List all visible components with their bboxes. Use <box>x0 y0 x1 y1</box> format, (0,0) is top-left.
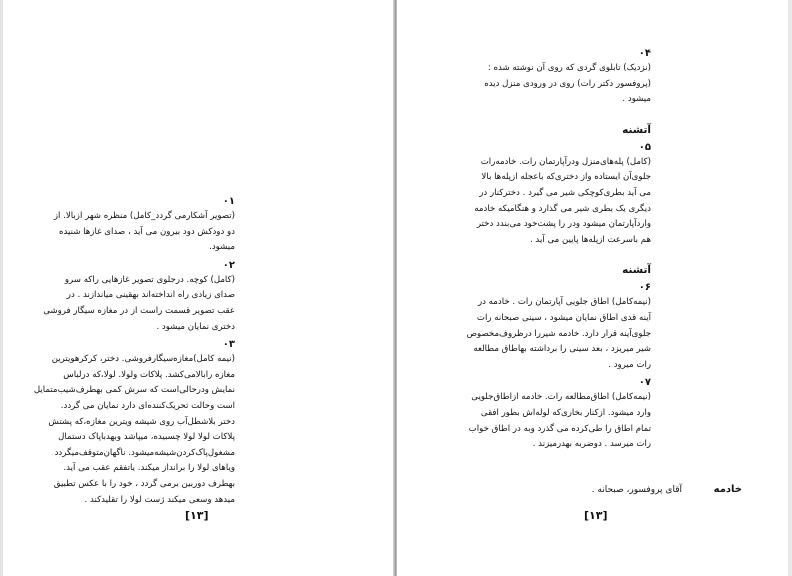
scene-text-line: نمایش ودرحالی‌است که سرش کمی بهطرف‌شیب‌متمایل <box>33 385 235 396</box>
scene-text-line: مشغول‌پاک‌کردن‌شیشه‌میشود. ناگهان‌متوقف‌میگردد <box>54 447 235 458</box>
scene-text-line: است وحالت تحریک‌کننده‌ای دارد نمایان می گردد. <box>60 400 235 411</box>
scene-text-line: بهطرف دوربین برمی گردد ، خود را با عکس تطبیق <box>53 478 235 489</box>
scene-text-line: (نیمه‌کامل) اطاق‌مطالعه رات. خادمه ازاطاق‌جلویی <box>471 392 651 403</box>
scene-text-line: (نزدیک) تابلوی گردی که روی آن نوشته شده : <box>487 63 651 73</box>
scene-text-line: رات میرسد . دوضربه بهدرمیزند . <box>532 439 651 450</box>
dialogue-line: آقای پروفسور، صبحانه . <box>591 485 682 495</box>
scene-number: ۰۷ <box>638 377 651 389</box>
left-page-number: [۱۳] <box>185 509 209 522</box>
scene-text-line: (پروفسور دکتر رات) روی در ورودی منزل دیده <box>484 78 651 89</box>
scene-text-line: (کامل) کوچه. درجلوی تصویر غازهایی راکه سرو <box>64 274 235 285</box>
scene-heading: آتشنه <box>622 264 651 277</box>
scene-text-line: جلوی‌آینه قرار دارد. خادمه شیررا درظروف‌مخصوص <box>466 328 651 339</box>
scene-text-line: صدای زیادی راه انداخته‌اند بهقینی میاندازند . در <box>66 290 235 301</box>
page-edge <box>0 0 3 576</box>
scene-text-line: (نیمه‌کامل) اطاق جلویی آپارتمان رات . خادمه در <box>477 297 651 308</box>
scene-text-line: میشود . <box>622 94 651 105</box>
scene-number: ۰۴ <box>638 48 651 59</box>
scene-text-line: عقب تصویر قسمت راست از در مغازه سیگار فروشی <box>43 305 235 316</box>
scene-text-line: (تصویر آشکارمی گردد_کامل) منظره شهر ازبالا. از <box>53 211 235 221</box>
page-edge <box>788 0 792 576</box>
scene-number: ۰۲ <box>222 259 235 271</box>
scene-text-line: دیگری یک بطری شیر می گذارد و هنگامیکه خادمه <box>474 203 651 214</box>
scene-heading: آتشنه <box>622 123 651 136</box>
scene-text-line: جلوی‌آن ایستاده واز دختری‌که باعجله ازپله‌ها بالا <box>481 172 651 183</box>
scene-text-line: دختر بلاشطل‌آب روی شیشه ویترین مغازه،که پشتش <box>48 416 235 427</box>
scene-text-line: (کامل) پله‌های‌منزل ودرآپارتمان رات. خادمه‌رات <box>480 156 651 167</box>
right-page <box>397 0 792 576</box>
left-page-text <box>33 192 235 508</box>
scene-text-line: هم باسرعت ازپله‌ها پایین می آید . <box>529 234 651 245</box>
scene-text-line: دو دودکش دود بیرون می آید ، صدای غازها شنیده <box>59 226 235 237</box>
scene-text-line: می آید بطری‌کوچکی شیر می گیرد . دخترکنار در <box>479 187 651 198</box>
right-page-number: [۱۳] <box>584 509 608 522</box>
scene-text-line: پلاکات لولا لولا چسبیده، میپاشد وبهدباپاک دستمال <box>58 432 235 443</box>
left-page <box>0 0 395 576</box>
scene-text-line: شیر میریزد ، بعد سینی را برداشته بهاطاق مطالعه <box>473 344 651 355</box>
scene-text-line: آینه قدی اطاق نمایان میشود ، سینی صبحانه رات <box>476 312 651 323</box>
scene-number: ۰۳ <box>222 339 235 351</box>
scene-text-line: دختری نمایان میشود . <box>156 321 235 332</box>
scene-text-line: ویاهای لولا را برانداز میکند. یاتفقم عقب می آید. <box>63 463 235 474</box>
scene-text-line: وارد‌آپارتمان میشود ودر را پشت‌خود می‌بندد دختر <box>476 219 651 230</box>
scene-number: ۰۵ <box>638 141 651 153</box>
scene-text-line: میدهد وسعی میکند ژست لولا را تقلیدکند . <box>84 494 235 505</box>
scene-text-line: رات میرود . <box>608 359 651 370</box>
scene-number: ۰۶ <box>638 282 651 294</box>
scene-text-line: (نیمه کامل)مغازه‌سیگارفروشی. دختر، کرکرهویترین <box>51 354 235 365</box>
right-page-text <box>455 44 651 453</box>
scene-text-line: وارد میشود. ازکنار بخاری‌که لوله‌اش بطور افقی <box>480 407 651 418</box>
scene-text-line: مغازه رابالامی‌کشد. پلاکات ولولا. لولا،که درلباس <box>63 369 235 380</box>
scene-text-line: تمام اطاق را طی‌کرده می گذرد وبه در اطاق خواب <box>468 423 651 434</box>
dialogue-speaker: خادمه <box>713 484 742 495</box>
scene-number: ۰۱ <box>222 196 235 207</box>
scene-text-line: میشود. <box>209 242 235 253</box>
